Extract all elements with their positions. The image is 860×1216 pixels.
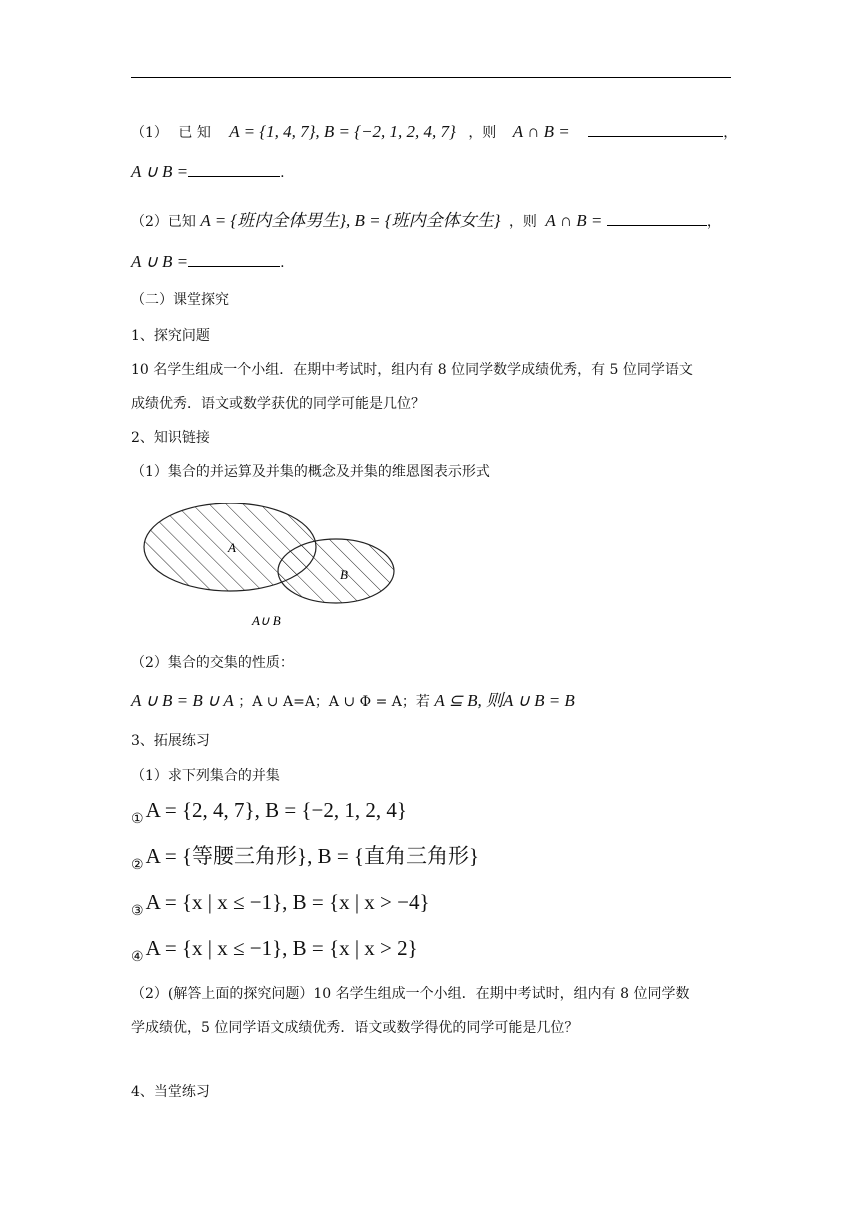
q1-line: （1） 已 知 A = {1, 4, 7}, B = {−2, 1, 2, 4, 7} ，则 A ∩ B = ，: [131, 122, 738, 141]
q1-then: ，则: [468, 125, 497, 141]
knowledge-item-1: （1）集合的并运算及并集的概念及并集的维恩图表示形式: [131, 464, 490, 480]
item-marker: ①: [131, 811, 144, 827]
q2-intersection-label: A ∩ B =: [545, 211, 603, 230]
section-heading-classroom-inquiry: （二）课堂探究: [131, 292, 229, 308]
q1-union-label: A ∪ B =: [131, 162, 189, 181]
set-b-ellipse: [278, 539, 394, 603]
item-marker: ②: [131, 857, 144, 873]
item-expression: A = {2, 4, 7}, B = {−2, 1, 2, 4}: [145, 798, 407, 822]
q2-then: ，则: [508, 214, 537, 230]
q2-union-label: A ∪ B =: [131, 252, 189, 271]
q1-intersection-blank[interactable]: [588, 122, 723, 137]
heading-extended-practice: 3、拓展练习: [131, 733, 210, 749]
q2-known: 已知: [167, 214, 196, 230]
q2-intersection-blank[interactable]: [607, 211, 707, 226]
heading-in-class-practice: 4、当堂练习: [131, 1084, 210, 1100]
q2-number: （2）: [131, 214, 168, 230]
exercise-item: [131, 892, 430, 921]
q1-union-line: [131, 162, 285, 183]
venn-label-a: A: [228, 540, 236, 555]
exercise-2-line-1: （2）(解答上面的探究问题）10 名学生组成一个小组．在期中考试时，组内有 8 位同学数: [131, 986, 690, 1002]
header-rule: [131, 77, 731, 78]
q2-set-expression: A = {班内全体男生}, B = {班内全体女生}: [200, 211, 501, 230]
item-expression: A = {x | x ≤ −1}, B = {x | x > −4}: [145, 890, 430, 914]
q2-line: （2）已知 A = {班内全体男生}, B = {班内全体女生} ，则 A ∩ B = ，: [131, 211, 721, 230]
q1-known: 已 知: [178, 125, 211, 141]
venn-label-b: B: [340, 567, 348, 582]
q2-period: .: [280, 255, 285, 271]
exercise-item: [131, 800, 407, 829]
item-marker: ④: [131, 949, 144, 965]
exercise-1-prompt: （1）求下列集合的并集: [131, 768, 280, 784]
item-expression: A = {等腰三角形}, B = {直角三角形}: [145, 844, 480, 868]
q1-union-blank[interactable]: [188, 162, 280, 177]
heading-inquiry-problem: 1、探究问题: [131, 328, 210, 344]
q1-intersection-label: A ∩ B =: [512, 122, 570, 141]
property-commutative: A ∪ B = B ∪ A: [131, 691, 234, 710]
union-properties-line: [131, 691, 575, 712]
item-marker: ③: [131, 903, 144, 919]
problem-text-line-2: 成绩优秀．语文或数学获优的同学可能是几位？: [131, 396, 425, 412]
q2-union-line: [131, 252, 285, 273]
venn-caption: A∪ B: [252, 613, 281, 628]
property-list: ；A ∪ A=A；A ∪ Φ = A；若: [238, 694, 430, 710]
property-subset: A ⊆ B, 则A ∪ B = B: [434, 691, 575, 710]
exercise-item: [131, 846, 479, 875]
q1-set-expression: A = {1, 4, 7}, B = {−2, 1, 2, 4, 7}: [229, 122, 456, 141]
heading-knowledge-link: 2、知识链接: [131, 430, 210, 446]
q2-union-blank[interactable]: [188, 252, 280, 267]
q1-period: .: [280, 165, 285, 181]
knowledge-item-2: （2）集合的交集的性质：: [131, 655, 294, 671]
q1-number: （1）: [131, 125, 168, 141]
problem-text-line-1: 10 名学生组成一个小组．在期中考试时，组内有 8 位同学数学成绩优秀，有 5 位同学语文: [131, 362, 693, 378]
exercise-item: [131, 938, 418, 967]
item-expression: A = {x | x ≤ −1}, B = {x | x > 2}: [145, 936, 418, 960]
exercise-2-line-2: 学成绩优，5 位同学语文成绩优秀．语文或数学得优的同学可能是几位？: [131, 1020, 579, 1036]
venn-diagram: [140, 503, 410, 633]
